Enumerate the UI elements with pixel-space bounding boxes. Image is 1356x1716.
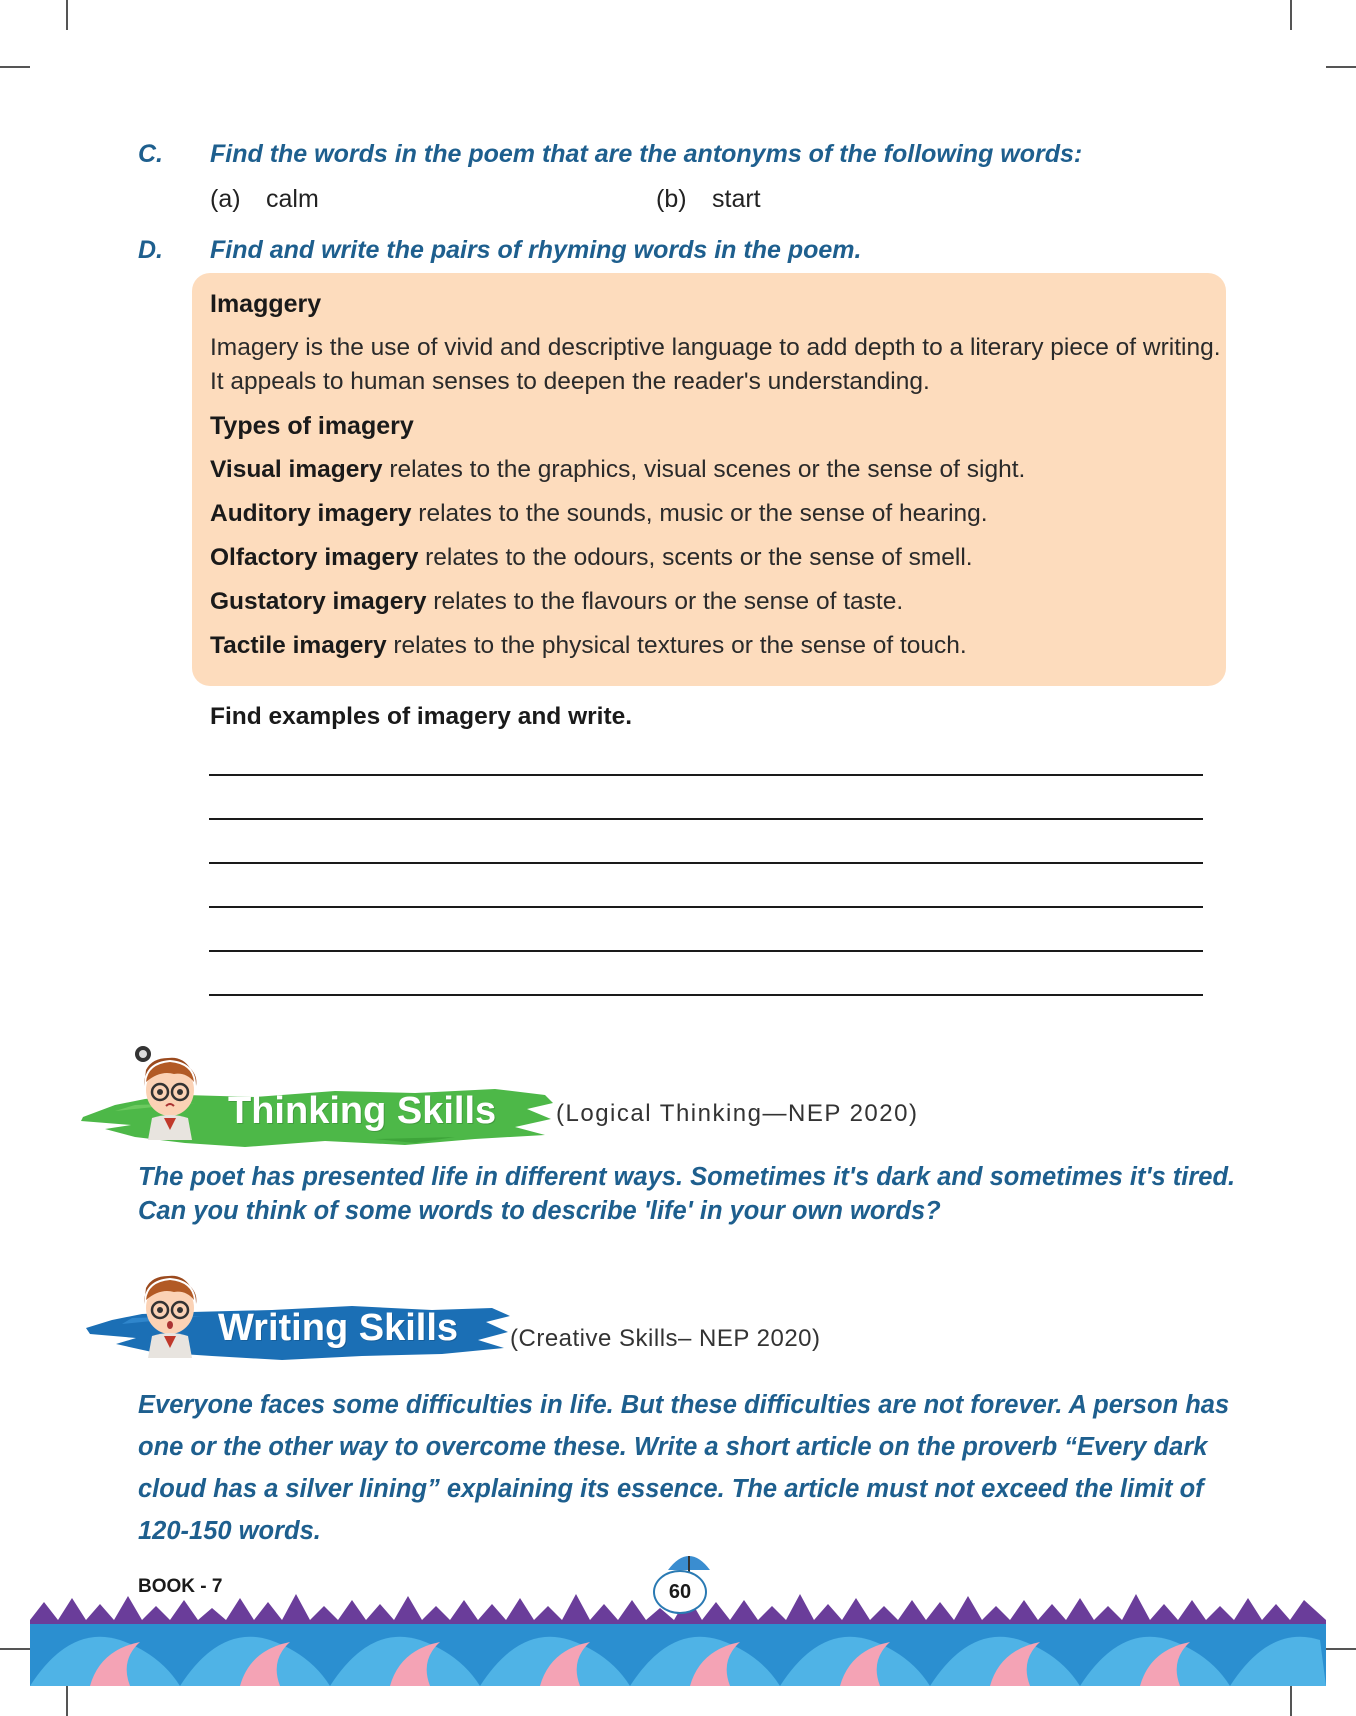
question-c-letter: C.	[138, 140, 163, 168]
crop-mark	[0, 66, 30, 68]
imagery-type-auditory	[210, 500, 988, 528]
option-b-label: (b)	[656, 185, 687, 213]
page-number: 60	[653, 1570, 707, 1614]
question-d-letter: D.	[138, 236, 163, 264]
imagery-type-term: Auditory imagery	[210, 500, 412, 527]
question-c-text: Find the words in the poem that are the antonyms of the following words:	[210, 140, 1083, 168]
answer-line[interactable]	[209, 774, 1203, 776]
crop-mark	[1326, 66, 1356, 68]
find-examples-title: Find examples of imagery and write.	[210, 703, 633, 730]
writing-skills-question: Everyone faces some difficulties in life. But these difficulties are not forever. A person has one or the other way to overcome these. Write a short article on the proverb “Every dark cloud has a silver lining” explaining its essence. The article must not exceed the limit of 120-150 words.	[138, 1391, 1230, 1545]
imagery-type-desc: relates to the odours, scents or the sense of smell.	[418, 544, 973, 571]
boy-mascot-icon	[130, 1040, 210, 1140]
book-label: BOOK - 7	[138, 1576, 223, 1597]
option-b-word: start	[712, 185, 761, 213]
imagery-type-term: Visual imagery	[210, 456, 383, 483]
imagery-type-term: Tactile imagery	[210, 632, 387, 659]
imagery-type-desc: relates to the sounds, music or the sense of hearing.	[411, 500, 988, 527]
option-b	[656, 185, 761, 214]
crop-mark	[1326, 1648, 1356, 1650]
thinking-skills-subtitle: (Logical Thinking—NEP 2020)	[556, 1100, 919, 1127]
thinking-skills-question: The poet has presented life in different ways. Sometimes it's dark and sometimes it's tired. Can you think of some words to describe 'life' in your own words?	[138, 1163, 1236, 1225]
imagery-type-visual	[210, 456, 1025, 484]
answer-line[interactable]	[209, 950, 1203, 952]
crop-mark	[66, 0, 68, 30]
imagery-box-title: Imaggery	[210, 290, 322, 318]
imagery-type-tactile	[210, 632, 967, 660]
imagery-type-gustatory	[210, 588, 903, 616]
option-a	[210, 185, 319, 214]
imagery-type-olfactory	[210, 544, 973, 572]
imagery-type-desc: relates to the flavours or the sense of taste.	[426, 588, 904, 615]
imagery-intro-line-2: It appeals to human senses to deepen the reader's understanding.	[210, 368, 930, 395]
answer-line[interactable]	[209, 818, 1203, 820]
imagery-types-title: Types of imagery	[210, 412, 414, 440]
thinking-skills-title: Thinking Skills	[228, 1090, 497, 1132]
crop-mark	[66, 1686, 68, 1716]
answer-line[interactable]	[209, 906, 1203, 908]
question-d-text: Find and write the pairs of rhyming words in the poem.	[210, 236, 862, 264]
option-a-word: calm	[266, 185, 319, 213]
crop-mark	[1290, 1686, 1292, 1716]
boy-mascot-icon	[130, 1258, 210, 1358]
answer-line[interactable]	[209, 862, 1203, 864]
imagery-type-desc: relates to the graphics, visual scenes or the sense of sight.	[382, 456, 1026, 483]
imagery-type-term: Gustatory imagery	[210, 588, 427, 615]
crop-mark	[1290, 0, 1292, 30]
writing-skills-subtitle: (Creative Skills– NEP 2020)	[510, 1325, 821, 1352]
imagery-intro-line-1: Imagery is the use of vivid and descriptive language to add depth to a literary piece of writing.	[210, 334, 1221, 361]
imagery-type-desc: relates to the physical textures or the sense of touch.	[386, 632, 967, 659]
option-a-label: (a)	[210, 185, 241, 213]
imagery-type-term: Olfactory imagery	[210, 544, 419, 571]
answer-line[interactable]	[209, 994, 1203, 996]
writing-skills-title: Writing Skills	[218, 1307, 459, 1349]
crop-mark	[0, 1648, 30, 1650]
